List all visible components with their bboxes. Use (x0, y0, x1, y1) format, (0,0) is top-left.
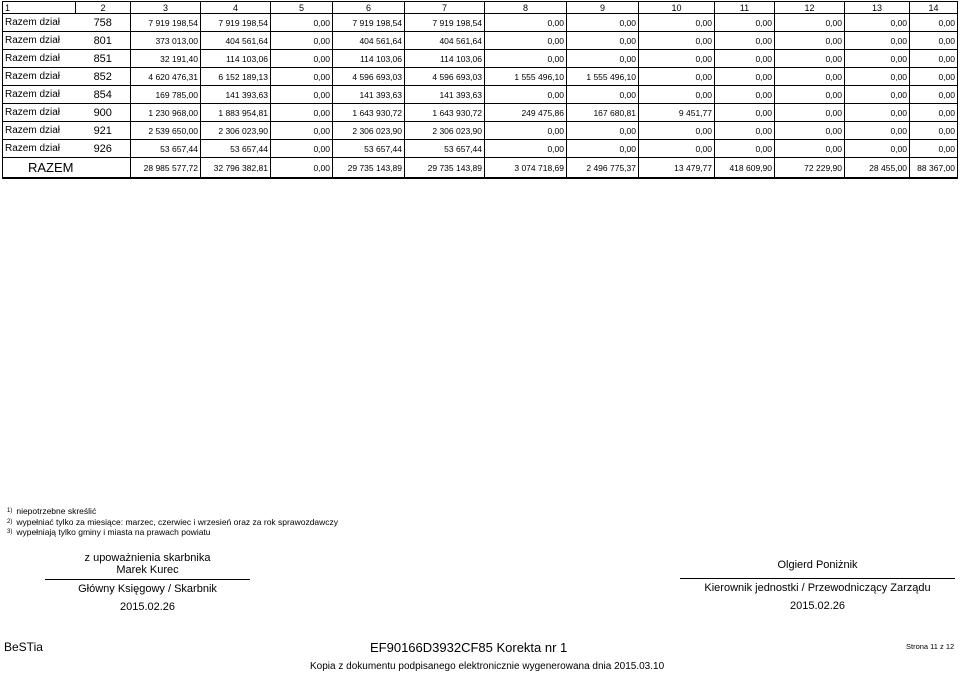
section-code: 758 (76, 14, 131, 32)
signature-date: 2015.02.26 (789, 600, 846, 612)
footnote-text: wypełniać tylko za miesiące: marzec, czerwiec i wrzesień oraz za rok sprawozdawczy (16, 516, 339, 527)
total-value-cell: 29 735 143,89 (333, 158, 405, 179)
value-cell: 0,00 (715, 140, 775, 158)
total-value-cell: 88 367,00 (910, 158, 958, 179)
section-code: 851 (76, 50, 131, 68)
value-cell: 0,00 (910, 140, 958, 158)
value-cell: 0,00 (845, 104, 910, 122)
value-cell: 404 561,64 (405, 32, 485, 50)
value-cell: 2 306 023,90 (405, 122, 485, 140)
total-value-cell: 29 735 143,89 (405, 158, 485, 179)
signature-right (680, 552, 955, 612)
value-cell: 7 919 198,54 (333, 14, 405, 32)
value-cell: 404 561,64 (201, 32, 271, 50)
row-label: Razem dział (3, 68, 76, 86)
total-label: RAZEM (3, 158, 76, 179)
value-cell: 53 657,44 (201, 140, 271, 158)
total-value-cell: 28 455,00 (845, 158, 910, 179)
value-cell: 0,00 (775, 86, 845, 104)
value-cell: 1 230 968,00 (131, 104, 201, 122)
table-row (3, 86, 958, 104)
row-label: Razem dział (3, 140, 76, 158)
row-label: Razem dział (3, 86, 76, 104)
value-cell: 0,00 (775, 140, 845, 158)
signature-line1: z upoważnienia skarbnika (84, 552, 211, 564)
value-cell: 0,00 (715, 122, 775, 140)
footnote (7, 506, 338, 517)
value-cell: 0,00 (910, 104, 958, 122)
value-cell: 0,00 (910, 122, 958, 140)
value-cell: 141 393,63 (405, 86, 485, 104)
app-name: BeSTia (4, 640, 43, 654)
value-cell: 0,00 (639, 122, 715, 140)
col-num: 5 (271, 2, 333, 14)
value-cell: 0,00 (485, 32, 567, 50)
value-cell: 0,00 (845, 68, 910, 86)
col-num: 1 (3, 2, 76, 14)
col-num: 13 (845, 2, 910, 14)
value-cell: 0,00 (271, 104, 333, 122)
value-cell: 2 306 023,90 (201, 122, 271, 140)
value-cell: 0,00 (910, 50, 958, 68)
value-cell: 0,00 (485, 86, 567, 104)
section-code: 921 (76, 122, 131, 140)
signature-rule (680, 578, 955, 579)
total-value-cell: 28 985 577,72 (131, 158, 201, 179)
footnote-mark: 3) (7, 529, 13, 535)
value-cell: 373 013,00 (131, 32, 201, 50)
value-cell: 0,00 (485, 140, 567, 158)
value-cell: 0,00 (715, 32, 775, 50)
signature-date: 2015.02.26 (119, 601, 176, 613)
footnotes (7, 506, 338, 538)
footnote-text: niepotrzebne skreślić (16, 506, 97, 516)
value-cell: 0,00 (271, 140, 333, 158)
total-value-cell: 13 479,77 (639, 158, 715, 179)
value-cell: 0,00 (845, 14, 910, 32)
value-cell: 0,00 (715, 14, 775, 32)
value-cell: 167 680,81 (567, 104, 639, 122)
value-cell: 0,00 (567, 14, 639, 32)
value-cell: 9 451,77 (639, 104, 715, 122)
value-cell: 1 643 930,72 (333, 104, 405, 122)
value-cell: 0,00 (639, 68, 715, 86)
value-cell: 32 191,40 (131, 50, 201, 68)
col-num: 4 (201, 2, 271, 14)
value-cell: 141 393,63 (333, 86, 405, 104)
section-code: 854 (76, 86, 131, 104)
signature-left (45, 552, 250, 613)
value-cell: 4 620 476,31 (131, 68, 201, 86)
value-cell: 141 393,63 (201, 86, 271, 104)
signature-rule (45, 579, 250, 580)
table-row (3, 140, 958, 158)
section-code: 900 (76, 104, 131, 122)
section-code: 801 (76, 32, 131, 50)
value-cell: 0,00 (271, 68, 333, 86)
table-row (3, 68, 958, 86)
value-cell: 0,00 (639, 14, 715, 32)
copy-note: Kopia z dokumentu podpisanego elektronicznie wygenerowana dnia 2015.03.10 (310, 661, 665, 672)
value-cell: 53 657,44 (333, 140, 405, 158)
value-cell: 0,00 (485, 50, 567, 68)
value-cell: 0,00 (567, 140, 639, 158)
page-number: Strona 11 z 12 (906, 642, 955, 651)
col-num: 3 (131, 2, 201, 14)
footnote-text: wypełniają tylko gminy i miasta na prawach powiatu (16, 527, 211, 537)
value-cell: 0,00 (639, 50, 715, 68)
value-cell: 2 539 650,00 (131, 122, 201, 140)
total-code-blank (76, 158, 131, 179)
signature-role: Kierownik jednostki / Przewodniczący Zarządu (704, 582, 931, 594)
value-cell: 0,00 (715, 86, 775, 104)
value-cell: 0,00 (485, 122, 567, 140)
value-cell: 0,00 (845, 122, 910, 140)
value-cell: 0,00 (775, 122, 845, 140)
value-cell: 0,00 (845, 140, 910, 158)
value-cell: 0,00 (271, 32, 333, 50)
value-cell: 0,00 (910, 14, 958, 32)
table-row (3, 122, 958, 140)
total-row (3, 158, 958, 179)
value-cell: 0,00 (567, 86, 639, 104)
value-cell: 0,00 (775, 104, 845, 122)
value-cell: 7 919 198,54 (131, 14, 201, 32)
value-cell: 4 596 693,03 (405, 68, 485, 86)
value-cell: 0,00 (271, 14, 333, 32)
footnote (7, 527, 338, 538)
total-value-cell: 0,00 (271, 158, 333, 179)
row-label: Razem dział (3, 32, 76, 50)
signature-name: Olgierd Poniżnik (777, 559, 858, 571)
value-cell: 7 919 198,54 (405, 14, 485, 32)
footnote (7, 517, 338, 528)
row-label: Razem dział (3, 104, 76, 122)
col-num: 8 (485, 2, 567, 14)
value-cell: 114 103,06 (201, 50, 271, 68)
total-value-cell: 418 609,90 (715, 158, 775, 179)
value-cell: 0,00 (715, 104, 775, 122)
column-numbers-row (3, 2, 958, 14)
value-cell: 0,00 (567, 32, 639, 50)
value-cell: 169 785,00 (131, 86, 201, 104)
value-cell: 6 152 189,13 (201, 68, 271, 86)
total-value-cell: 72 229,90 (775, 158, 845, 179)
total-value-cell: 32 796 382,81 (201, 158, 271, 179)
value-cell: 0,00 (775, 50, 845, 68)
value-cell: 249 475,86 (485, 104, 567, 122)
value-cell: 0,00 (639, 140, 715, 158)
section-code: 926 (76, 140, 131, 158)
document-id: EF90166D3932CF85 Korekta nr 1 (370, 640, 568, 655)
value-cell: 0,00 (567, 122, 639, 140)
value-cell: 0,00 (485, 14, 567, 32)
row-label: Razem dział (3, 122, 76, 140)
col-num: 10 (639, 2, 715, 14)
value-cell: 114 103,06 (333, 50, 405, 68)
section-code: 852 (76, 68, 131, 86)
col-num: 11 (715, 2, 775, 14)
col-num: 7 (405, 2, 485, 14)
value-cell: 0,00 (271, 86, 333, 104)
table-row (3, 50, 958, 68)
value-cell: 0,00 (775, 32, 845, 50)
value-cell: 2 306 023,90 (333, 122, 405, 140)
table-row (3, 104, 958, 122)
col-num: 9 (567, 2, 639, 14)
table-row (3, 32, 958, 50)
value-cell: 1 555 496,10 (485, 68, 567, 86)
value-cell: 0,00 (845, 32, 910, 50)
value-cell: 0,00 (271, 50, 333, 68)
signature-role: Główny Księgowy / Skarbnik (78, 583, 217, 595)
value-cell: 53 657,44 (131, 140, 201, 158)
value-cell: 0,00 (845, 50, 910, 68)
row-label: Razem dział (3, 50, 76, 68)
value-cell: 0,00 (715, 50, 775, 68)
value-cell: 1 555 496,10 (567, 68, 639, 86)
col-num: 14 (910, 2, 958, 14)
value-cell: 0,00 (910, 86, 958, 104)
value-cell: 1 643 930,72 (405, 104, 485, 122)
row-label: Razem dział (3, 14, 76, 32)
col-num: 12 (775, 2, 845, 14)
footnote-mark: 2) (7, 518, 13, 525)
total-value-cell: 2 496 775,37 (567, 158, 639, 179)
footnote-mark: 1) (7, 508, 13, 514)
value-cell: 0,00 (775, 68, 845, 86)
signature-name: Marek Kurec (116, 564, 179, 576)
value-cell: 404 561,64 (333, 32, 405, 50)
value-cell: 0,00 (639, 32, 715, 50)
value-cell: 0,00 (567, 50, 639, 68)
value-cell: 53 657,44 (405, 140, 485, 158)
value-cell: 0,00 (910, 68, 958, 86)
col-num: 2 (76, 2, 131, 14)
value-cell: 0,00 (715, 68, 775, 86)
table-row (3, 14, 958, 32)
value-cell: 0,00 (845, 86, 910, 104)
value-cell: 0,00 (775, 14, 845, 32)
budget-table (2, 1, 958, 179)
value-cell: 4 596 693,03 (333, 68, 405, 86)
value-cell: 0,00 (639, 86, 715, 104)
col-num: 6 (333, 2, 405, 14)
total-value-cell: 3 074 718,69 (485, 158, 567, 179)
value-cell: 114 103,06 (405, 50, 485, 68)
value-cell: 1 883 954,81 (201, 104, 271, 122)
value-cell: 7 919 198,54 (201, 14, 271, 32)
value-cell: 0,00 (910, 32, 958, 50)
value-cell: 0,00 (271, 122, 333, 140)
